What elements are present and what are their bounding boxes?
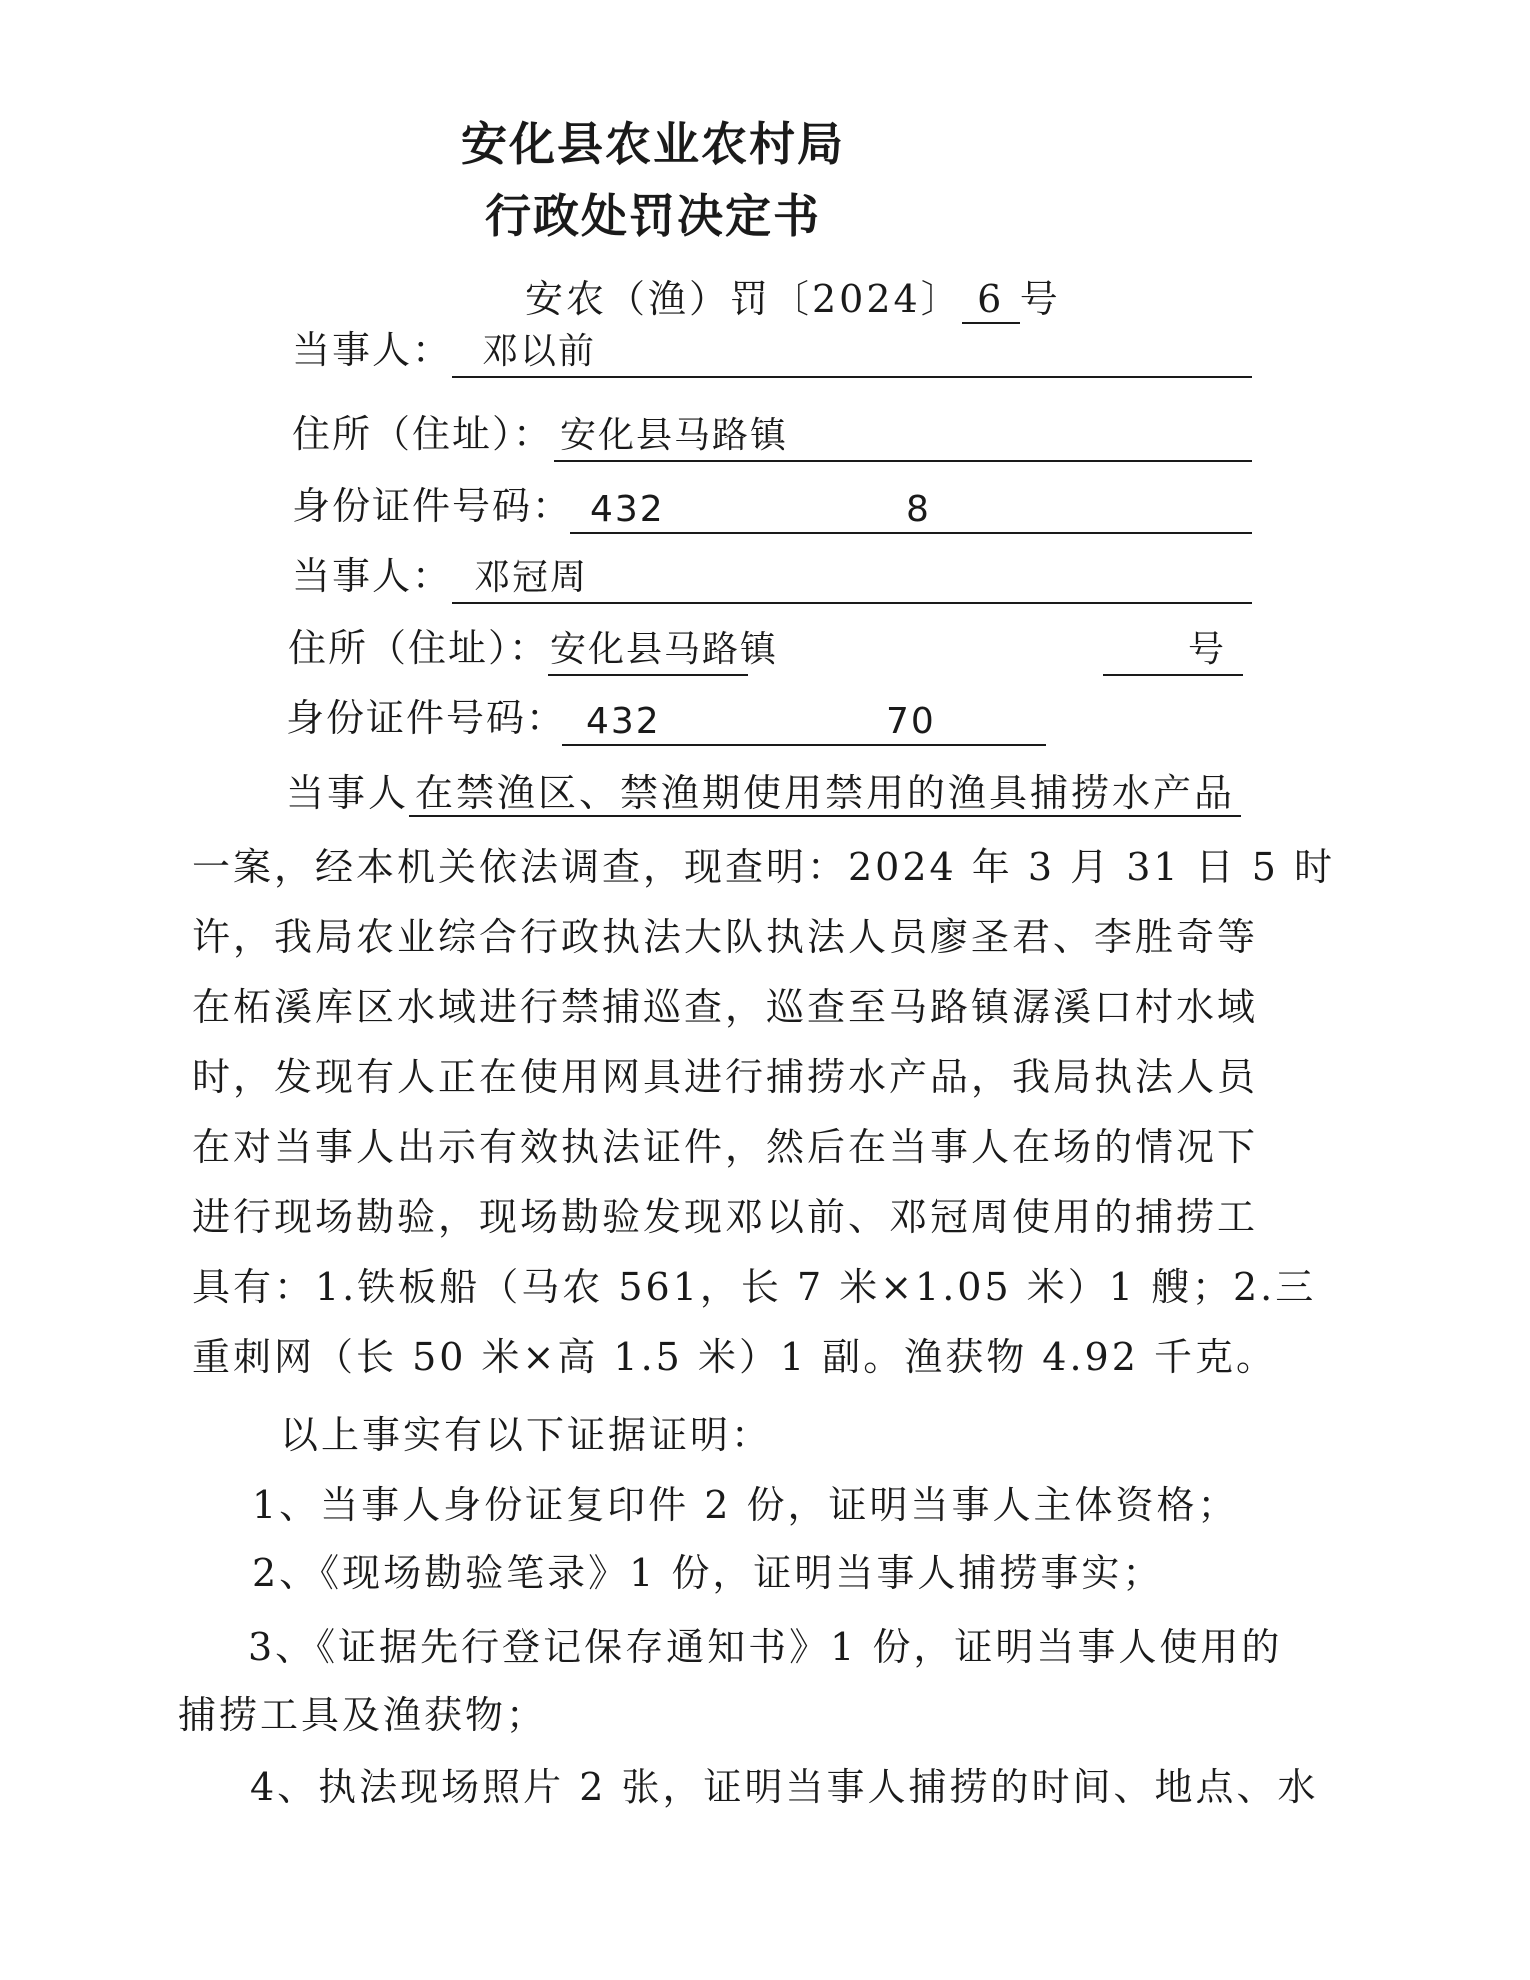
party2-address-value: 安化县马路镇 xyxy=(550,629,779,670)
party1-id-suffix: 8 xyxy=(906,489,931,530)
party1-address-label: 住所（住址）： xyxy=(292,412,554,456)
case-lead: 当事人 xyxy=(286,771,410,815)
party2-id-prefix: 432 xyxy=(586,701,661,742)
case-line: 一案，经本机关依法调查，现查明：2024 年 3 月 31 日 5 时 xyxy=(192,845,1335,889)
party1-address-value: 安化县马路镇 xyxy=(560,415,789,456)
party2-address-label: 住所（住址）： xyxy=(288,626,550,670)
party1-address-line xyxy=(554,460,1252,462)
party2-id-label: 身份证件号码： xyxy=(286,696,567,740)
doc-title-type: 行政处罚决定书 xyxy=(485,189,821,243)
case-line: 时，发现有人正在使用网具进行捕捞水产品，我局执法人员 xyxy=(192,1055,1259,1099)
party2-id-field xyxy=(286,690,1246,746)
party2-id-suffix: 70 xyxy=(886,701,936,742)
party2-name-line xyxy=(452,602,1252,604)
party1-name-line xyxy=(452,376,1252,378)
evidence-item: 1、当事人身份证复印件 2 份，证明当事人主体资格； xyxy=(252,1483,1239,1527)
party2-address-field xyxy=(288,620,1248,676)
evidence-item: 2、《现场勘验笔录》1 份，证明当事人捕捞事实； xyxy=(252,1551,1164,1595)
party1-name-label: 当事人： xyxy=(292,328,453,372)
case-line: 具有：1.铁板船（马农 561，长 7 米×1.05 米）1 艘；2.三 xyxy=(192,1265,1317,1309)
party2-address-line-a xyxy=(548,674,748,676)
case-line: 许，我局农业综合行政执法大队执法人员廖圣君、李胜奇等 xyxy=(192,915,1259,959)
party1-name-field xyxy=(292,322,1252,378)
party2-name-field xyxy=(292,548,1252,604)
evidence-item: 3、《证据先行登记保存通知书》1 份，证明当事人使用的 xyxy=(248,1625,1283,1669)
case-line: 进行现场勘验，现场勘验发现邓以前、邓冠周使用的捕捞工 xyxy=(192,1195,1259,1239)
party1-name-value: 邓以前 xyxy=(482,331,597,372)
evidence-item: 4、执法现场照片 2 张，证明当事人捕捞的时间、地点、水 xyxy=(250,1765,1319,1809)
evidence-intro: 以上事实有以下证据证明： xyxy=(280,1413,773,1457)
party1-id-field xyxy=(292,478,1252,534)
party1-id-prefix: 432 xyxy=(590,489,665,530)
party2-address-suffix: 号 xyxy=(1188,629,1227,670)
case-line: 在对当事人出示有效执法证件，然后在当事人在场的情况下 xyxy=(192,1125,1259,1169)
doc-number-value: 6 xyxy=(962,278,1020,324)
doc-number-suffix: 号 xyxy=(1019,277,1061,321)
party2-name-value: 邓冠周 xyxy=(474,557,589,598)
party1-address-field xyxy=(292,406,1252,462)
case-line: 在柘溪库区水域进行禁捕巡查，巡查至马路镇潺溪口村水域 xyxy=(192,985,1259,1029)
party1-id-line xyxy=(570,532,1252,534)
party2-name-label: 当事人： xyxy=(292,554,453,598)
party2-id-line xyxy=(562,744,1046,746)
case-subject: 在禁渔区、禁渔期使用禁用的渔具捕捞水产品 xyxy=(409,771,1241,817)
case-line: 重刺网（长 50 米×高 1.5 米）1 副。渔获物 4.92 千克。 xyxy=(192,1335,1277,1379)
doc-number xyxy=(525,268,1061,324)
doc-number-prefix: 安农（渔）罚〔2024〕 xyxy=(525,277,962,321)
evidence-item-continuation: 捕捞工具及渔获物； xyxy=(178,1693,548,1737)
party1-id-label: 身份证件号码： xyxy=(292,484,573,528)
party2-address-line-b xyxy=(1103,674,1243,676)
doc-title-agency: 安化县农业农村局 xyxy=(461,117,845,171)
case-lead-line xyxy=(286,762,1241,817)
